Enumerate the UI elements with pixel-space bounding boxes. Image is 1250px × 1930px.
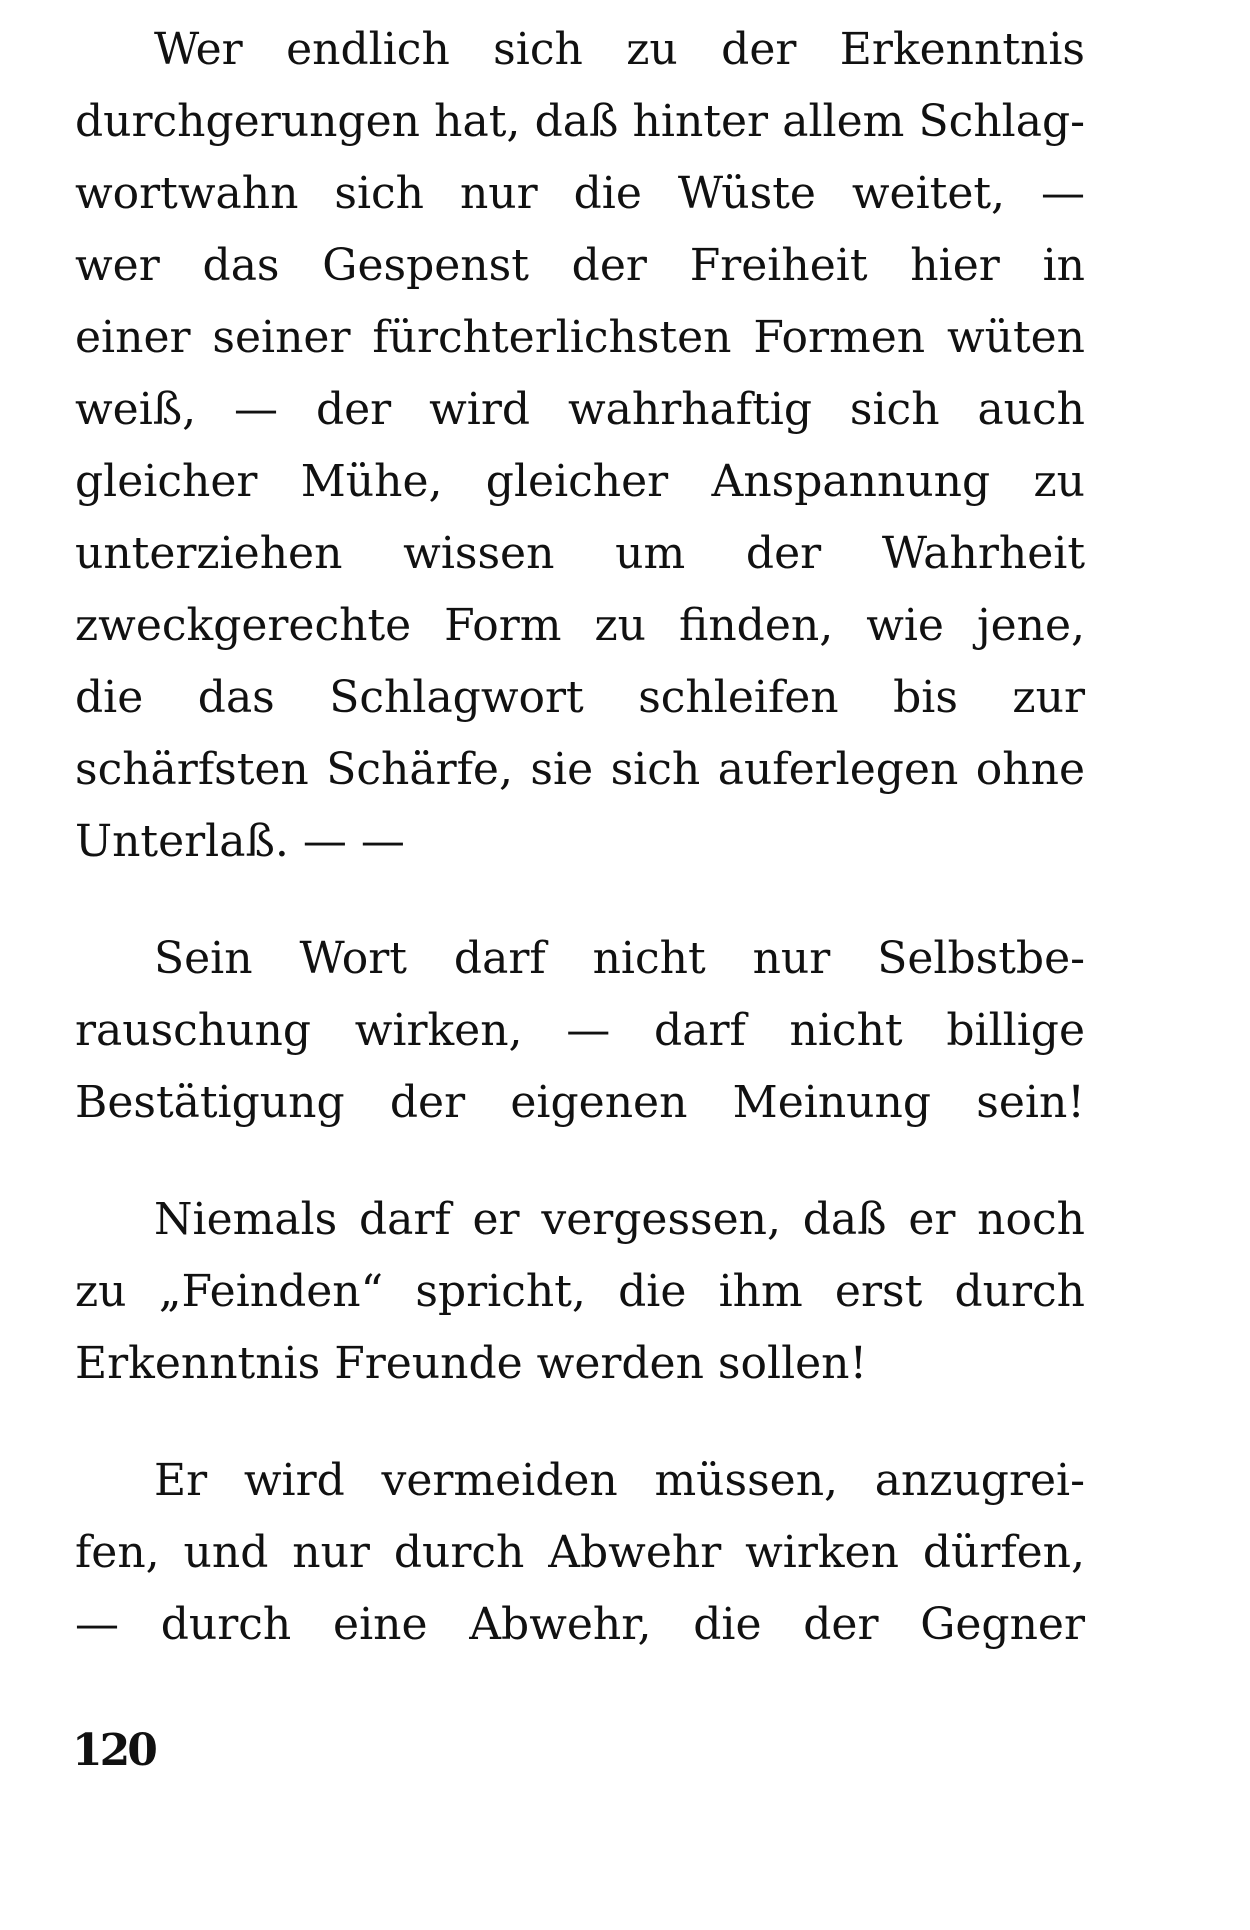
text-line: rauschung wirken, — darf nicht billige (75, 1005, 1085, 1056)
text-line: fen, und nur durch Abwehr wirken dürfen, (75, 1527, 1085, 1578)
paragraph-2 (75, 923, 1085, 1139)
text-line: — durch eine Abwehr, die der Gegner (75, 1599, 1085, 1650)
paragraph-gap (75, 1400, 1085, 1445)
paragraph-4 (75, 1445, 1085, 1661)
text-line: wortwahn sich nur die Wüste weitet, — (75, 168, 1085, 219)
text-line: unterziehen wissen um der Wahrheit (75, 528, 1085, 579)
text-line: Erkenntnis Freunde werden sollen! (75, 1338, 868, 1389)
body-text (75, 14, 1085, 1661)
text-line: zu „Feinden“ spricht, die ihm erst durch (75, 1266, 1085, 1317)
text-line: gleicher Mühe, gleicher Anspannung zu (75, 456, 1085, 507)
paragraph-3 (75, 1184, 1085, 1400)
text-line: weiß, — der wird wahrhaftig sich auch (75, 384, 1085, 435)
paragraph-gap (75, 878, 1085, 923)
paragraph-1 (75, 14, 1085, 878)
text-line: die das Schlagwort schleifen bis zur (75, 672, 1085, 723)
text-line: zweckgerechte Form zu finden, wie jene, (75, 600, 1085, 651)
text-line: Bestätigung der eigenen Meinung sein! (75, 1077, 1085, 1128)
text-line: Er wird vermeiden müssen, anzugrei- (154, 1455, 1085, 1506)
text-line: Sein Wort darf nicht nur Selbstbe- (154, 933, 1085, 984)
text-line: Wer endlich sich zu der Erkenntnis (154, 24, 1085, 75)
page-number: 120 (72, 1725, 155, 1776)
text-line: schärfsten Schärfe, sie sich auferlegen ohne (75, 744, 1085, 795)
text-line: durchgerungen hat, daß hinter allem Schlag- (75, 96, 1085, 147)
paragraph-gap (75, 1139, 1085, 1184)
text-line: Unterlaß. — — (75, 816, 405, 867)
text-line: einer seiner fürchterlichsten Formen wüten (75, 312, 1085, 363)
text-line: Niemals darf er vergessen, daß er noch (154, 1194, 1085, 1245)
text-line: wer das Gespenst der Freiheit hier in (75, 240, 1085, 291)
